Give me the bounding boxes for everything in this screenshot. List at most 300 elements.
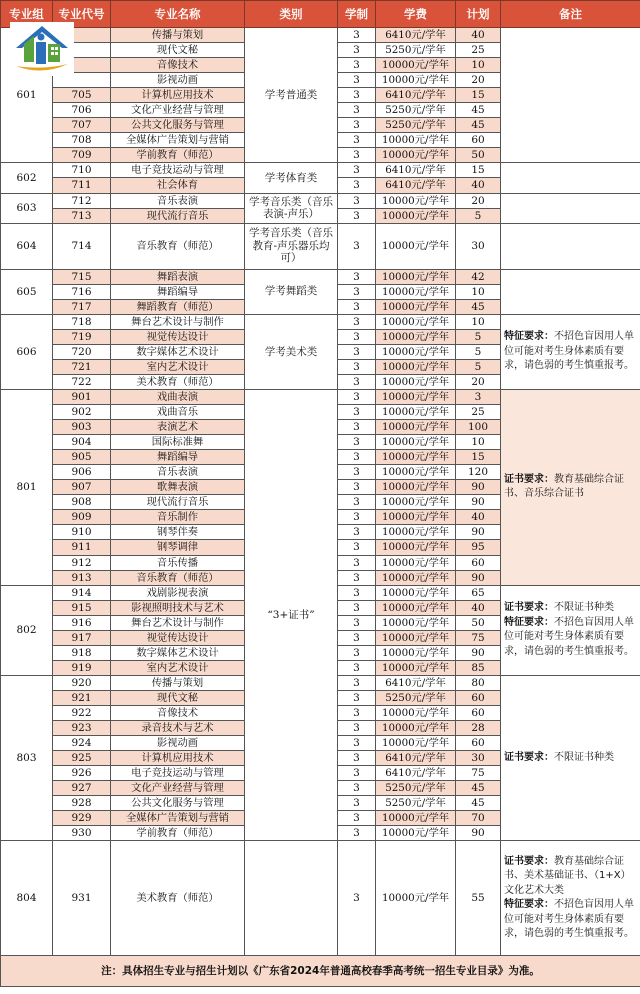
table-row	[1, 389, 640, 404]
tuition-cell: 6410元/学年	[376, 178, 456, 193]
major-name-cell: 舞台艺术设计与制作	[111, 615, 245, 630]
duration-cell: 3	[338, 133, 376, 148]
header-tuition: 学费	[376, 1, 456, 28]
major-name-cell: 社会体育	[111, 178, 245, 193]
remarks-text: 教育基础综合证书、音乐综合证书	[504, 473, 624, 500]
plan-cell: 75	[456, 766, 501, 781]
major-name-cell: 舞蹈编导	[111, 284, 245, 299]
major-code-cell: 930	[53, 826, 111, 841]
major-code-cell: 924	[53, 736, 111, 751]
tuition-cell: 10000元/学年	[376, 540, 456, 555]
plan-cell: 45	[456, 118, 501, 133]
duration-cell: 3	[338, 600, 376, 615]
major-name-cell: 室内艺术设计	[111, 359, 245, 374]
major-name-cell: 学前教育（师范）	[111, 826, 245, 841]
tuition-cell: 10000元/学年	[376, 480, 456, 495]
plan-cell: 15	[456, 450, 501, 465]
plan-cell: 10	[456, 284, 501, 299]
major-name-cell: 公共文化服务与管理	[111, 796, 245, 811]
plan-cell: 80	[456, 675, 501, 690]
remarks-text: 不限证书种类	[554, 751, 614, 763]
major-name-cell: 文化产业经营与管理	[111, 103, 245, 118]
major-name-cell: 美术教育（师范）	[111, 841, 245, 956]
duration-cell: 3	[338, 495, 376, 510]
tuition-cell: 10000元/学年	[376, 826, 456, 841]
duration-cell: 3	[338, 540, 376, 555]
group-code-cell: 601	[1, 28, 53, 163]
major-name-cell: 钢琴伴奏	[111, 525, 245, 540]
tuition-cell: 5250元/学年	[376, 690, 456, 705]
major-name-cell: 视觉传达设计	[111, 630, 245, 645]
table-row	[1, 841, 640, 956]
major-code-cell: 715	[53, 269, 111, 284]
remarks-cell	[501, 585, 640, 675]
major-name-cell: 音乐制作	[111, 510, 245, 525]
header-category: 类别	[245, 1, 338, 28]
major-name-cell: 现代文秘	[111, 43, 245, 58]
duration-cell: 3	[338, 118, 376, 133]
tuition-cell: 10000元/学年	[376, 736, 456, 751]
duration-cell: 3	[338, 570, 376, 585]
plan-cell: 55	[456, 841, 501, 956]
major-name-cell: 舞蹈表演	[111, 269, 245, 284]
major-code-cell: 903	[53, 420, 111, 435]
major-name-cell: 全媒体广告策划与营销	[111, 811, 245, 826]
tuition-cell: 10000元/学年	[376, 223, 456, 269]
table-body	[1, 28, 640, 987]
major-name-cell: 传播与策划	[111, 28, 245, 43]
major-code-cell: 920	[53, 675, 111, 690]
plan-cell: 45	[456, 299, 501, 314]
tuition-cell: 10000元/学年	[376, 811, 456, 826]
tuition-cell: 6410元/学年	[376, 28, 456, 43]
major-name-cell: 现代流行音乐	[111, 495, 245, 510]
major-code-cell: 722	[53, 374, 111, 389]
header-group: 专业组	[1, 1, 53, 28]
duration-cell: 3	[338, 208, 376, 223]
duration-cell: 3	[338, 480, 376, 495]
category-cell: 学考音乐类（音乐表演-声乐）	[245, 193, 338, 223]
remarks-text: 不招色盲因用人单位可能对考生身体素质有要求，请色弱的考生慎重报考。	[504, 616, 634, 657]
plan-cell: 5	[456, 359, 501, 374]
major-name-cell: 舞台艺术设计与制作	[111, 314, 245, 329]
plan-cell: 90	[456, 645, 501, 660]
plan-cell: 60	[456, 555, 501, 570]
remarks-cell	[501, 841, 640, 956]
duration-cell: 3	[338, 103, 376, 118]
duration-cell: 3	[338, 314, 376, 329]
duration-cell: 3	[338, 405, 376, 420]
duration-cell: 3	[338, 374, 376, 389]
plan-cell: 70	[456, 811, 501, 826]
plan-cell: 60	[456, 736, 501, 751]
duration-cell: 3	[338, 811, 376, 826]
major-code-cell: 720	[53, 344, 111, 359]
major-name-cell: 文化产业经营与管理	[111, 781, 245, 796]
plan-cell: 40	[456, 600, 501, 615]
major-code-cell: 928	[53, 796, 111, 811]
duration-cell: 3	[338, 555, 376, 570]
tuition-cell: 10000元/学年	[376, 435, 456, 450]
major-code-cell: 921	[53, 690, 111, 705]
tuition-cell: 10000元/学年	[376, 645, 456, 660]
tuition-cell: 10000元/学年	[376, 344, 456, 359]
tuition-cell: 6410元/学年	[376, 88, 456, 103]
remarks-text: 教育基础综合证书、美术基础证书、（1+X）文化艺术大类	[504, 855, 631, 896]
tuition-cell: 10000元/学年	[376, 58, 456, 73]
tuition-cell: 10000元/学年	[376, 660, 456, 675]
duration-cell: 3	[338, 389, 376, 404]
plan-cell: 90	[456, 525, 501, 540]
major-name-cell: 公共文化服务与管理	[111, 118, 245, 133]
plan-cell: 15	[456, 163, 501, 178]
table-row	[1, 314, 640, 329]
major-code-cell: 918	[53, 645, 111, 660]
duration-cell: 3	[338, 736, 376, 751]
group-code-cell: 602	[1, 163, 53, 193]
duration-cell: 3	[338, 690, 376, 705]
tuition-cell: 5250元/学年	[376, 781, 456, 796]
duration-cell: 3	[338, 615, 376, 630]
major-code-cell: 905	[53, 450, 111, 465]
major-code-cell: 929	[53, 811, 111, 826]
tuition-cell: 5250元/学年	[376, 103, 456, 118]
major-name-cell: 计算机应用技术	[111, 88, 245, 103]
plan-cell: 65	[456, 585, 501, 600]
remarks-text: 不招色盲因用人单位可能对考生身体素质有要求，请色弱的考生慎重报考。	[504, 331, 634, 372]
major-code-cell: 907	[53, 480, 111, 495]
major-code-cell: 917	[53, 630, 111, 645]
major-code-cell: 931	[53, 841, 111, 956]
plan-cell: 30	[456, 751, 501, 766]
duration-cell: 3	[338, 43, 376, 58]
plan-cell: 50	[456, 615, 501, 630]
plan-cell: 45	[456, 796, 501, 811]
major-name-cell: 美术教育（师范）	[111, 374, 245, 389]
duration-cell: 3	[338, 58, 376, 73]
category-cell: 学考美术类	[245, 314, 338, 389]
group-code-cell: 604	[1, 223, 53, 269]
table-row	[1, 269, 640, 284]
major-code-cell: 908	[53, 495, 111, 510]
plan-cell: 100	[456, 420, 501, 435]
duration-cell: 3	[338, 269, 376, 284]
tuition-cell: 6410元/学年	[376, 766, 456, 781]
major-name-cell: 戏曲音乐	[111, 405, 245, 420]
tuition-cell: 10000元/学年	[376, 600, 456, 615]
header-major-code: 专业代号	[53, 1, 111, 28]
major-code-cell: 902	[53, 405, 111, 420]
major-code-cell: 914	[53, 585, 111, 600]
remarks-text: 不招色盲因用人单位可能对考生身体素质有要求，请色弱的考生慎重报考。	[504, 899, 634, 940]
school-logo-icon	[10, 22, 74, 76]
major-code-cell: 707	[53, 118, 111, 133]
major-name-cell: 音像技术	[111, 705, 245, 720]
major-code-cell: 719	[53, 329, 111, 344]
tuition-cell: 10000元/学年	[376, 615, 456, 630]
major-code-cell: 909	[53, 510, 111, 525]
plan-cell: 90	[456, 570, 501, 585]
duration-cell: 3	[338, 420, 376, 435]
major-name-cell: 歌舞表演	[111, 480, 245, 495]
major-name-cell: 音像技术	[111, 58, 245, 73]
plan-cell: 90	[456, 495, 501, 510]
major-name-cell: 戏剧影视表演	[111, 585, 245, 600]
major-code-cell: 712	[53, 193, 111, 208]
major-code-cell: 717	[53, 299, 111, 314]
tuition-cell: 10000元/学年	[376, 193, 456, 208]
major-name-cell: 音乐表演	[111, 465, 245, 480]
duration-cell: 3	[338, 223, 376, 269]
major-code-cell: 912	[53, 555, 111, 570]
major-name-cell: 钢琴调律	[111, 540, 245, 555]
plan-cell: 10	[456, 435, 501, 450]
duration-cell: 3	[338, 751, 376, 766]
tuition-cell: 6410元/学年	[376, 675, 456, 690]
tuition-cell: 10000元/学年	[376, 329, 456, 344]
category-cell: 学考音乐类（音乐教育-声乐器乐均可）	[245, 223, 338, 269]
group-code-cell: 605	[1, 269, 53, 314]
tuition-cell: 10000元/学年	[376, 525, 456, 540]
major-code-cell: 710	[53, 163, 111, 178]
remarks-key: 证书要求：	[504, 855, 554, 867]
tuition-cell: 5250元/学年	[376, 118, 456, 133]
remarks-cell	[501, 675, 640, 841]
plan-cell: 75	[456, 630, 501, 645]
plan-cell: 20	[456, 374, 501, 389]
major-code-cell: 927	[53, 781, 111, 796]
remarks-text: 不限证书种类	[554, 602, 614, 614]
major-name-cell: 舞蹈编导	[111, 450, 245, 465]
plan-cell: 85	[456, 660, 501, 675]
remarks-cell	[501, 193, 640, 223]
plan-cell: 42	[456, 269, 501, 284]
major-name-cell: 舞蹈教育（师范）	[111, 299, 245, 314]
major-name-cell: 数字媒体艺术设计	[111, 645, 245, 660]
category-cell	[245, 841, 338, 956]
category-cell: 学考体育类	[245, 163, 338, 193]
duration-cell: 3	[338, 344, 376, 359]
tuition-cell: 10000元/学年	[376, 359, 456, 374]
plan-cell: 10	[456, 58, 501, 73]
major-code-cell: 911	[53, 540, 111, 555]
duration-cell: 3	[338, 299, 376, 314]
plan-cell: 45	[456, 103, 501, 118]
duration-cell: 3	[338, 73, 376, 88]
major-code-cell: 705	[53, 88, 111, 103]
remarks-cell	[501, 28, 640, 163]
major-code-cell: 709	[53, 148, 111, 163]
plan-cell: 10	[456, 314, 501, 329]
major-name-cell: 表演艺术	[111, 420, 245, 435]
remarks-key: 特征要求：	[504, 899, 554, 911]
tuition-cell: 10000元/学年	[376, 510, 456, 525]
duration-cell: 3	[338, 284, 376, 299]
duration-cell: 3	[338, 796, 376, 811]
duration-cell: 3	[338, 766, 376, 781]
duration-cell: 3	[338, 675, 376, 690]
plan-cell: 60	[456, 133, 501, 148]
tuition-cell: 10000元/学年	[376, 148, 456, 163]
major-name-cell: 全媒体广告策划与营销	[111, 133, 245, 148]
major-code-cell: 716	[53, 284, 111, 299]
table-row	[1, 193, 640, 208]
category-cell: 学考舞蹈类	[245, 269, 338, 314]
duration-cell: 3	[338, 178, 376, 193]
major-code-cell: 711	[53, 178, 111, 193]
duration-cell: 3	[338, 193, 376, 208]
major-code-cell: 904	[53, 435, 111, 450]
tuition-cell: 10000元/学年	[376, 389, 456, 404]
group-code-cell: 803	[1, 675, 53, 841]
table-row	[1, 28, 640, 43]
plan-cell: 20	[456, 193, 501, 208]
major-code-cell: 708	[53, 133, 111, 148]
footer-note: 注：具体招生专业与招生计划以《广东省2024年普通高校春季高考统一招生专业目录》为准。	[1, 956, 640, 987]
table-row	[1, 223, 640, 269]
duration-cell: 3	[338, 630, 376, 645]
remarks-cell	[501, 163, 640, 193]
plan-cell: 30	[456, 223, 501, 269]
header-plan: 计划	[456, 1, 501, 28]
duration-cell: 3	[338, 841, 376, 956]
plan-cell: 25	[456, 43, 501, 58]
duration-cell: 3	[338, 450, 376, 465]
plan-cell: 90	[456, 480, 501, 495]
major-name-cell: 影视动画	[111, 73, 245, 88]
tuition-cell: 10000元/学年	[376, 405, 456, 420]
plan-cell: 50	[456, 148, 501, 163]
major-name-cell: 电子竞技运动与管理	[111, 163, 245, 178]
category-cell: “3+证书”	[245, 389, 338, 840]
plan-cell: 45	[456, 781, 501, 796]
duration-cell: 3	[338, 28, 376, 43]
major-name-cell: 影视照明技术与艺术	[111, 600, 245, 615]
plan-cell: 120	[456, 465, 501, 480]
remarks-key: 特征要求：	[504, 616, 554, 628]
duration-cell: 3	[338, 721, 376, 736]
tuition-cell: 10000元/学年	[376, 585, 456, 600]
duration-cell: 3	[338, 359, 376, 374]
tuition-cell: 10000元/学年	[376, 269, 456, 284]
tuition-cell: 6410元/学年	[376, 751, 456, 766]
plan-cell: 40	[456, 178, 501, 193]
major-code-cell: 922	[53, 705, 111, 720]
remarks-cell	[501, 389, 640, 585]
tuition-cell: 10000元/学年	[376, 465, 456, 480]
header-major-name: 专业名称	[111, 1, 245, 28]
tuition-cell: 10000元/学年	[376, 705, 456, 720]
major-code-cell: 925	[53, 751, 111, 766]
major-code-cell: 916	[53, 615, 111, 630]
plan-cell: 60	[456, 690, 501, 705]
tuition-cell: 10000元/学年	[376, 73, 456, 88]
duration-cell: 3	[338, 329, 376, 344]
major-name-cell: 戏曲表演	[111, 389, 245, 404]
group-code-cell: 801	[1, 389, 53, 585]
duration-cell: 3	[338, 148, 376, 163]
header-row	[1, 1, 640, 28]
major-name-cell: 现代文秘	[111, 690, 245, 705]
major-code-cell: 919	[53, 660, 111, 675]
duration-cell: 3	[338, 525, 376, 540]
major-code-cell: 906	[53, 465, 111, 480]
major-name-cell: 传播与策划	[111, 675, 245, 690]
plan-cell: 40	[456, 510, 501, 525]
duration-cell: 3	[338, 163, 376, 178]
major-name-cell: 室内艺术设计	[111, 660, 245, 675]
tuition-cell: 10000元/学年	[376, 420, 456, 435]
remarks-cell	[501, 269, 640, 314]
major-code-cell: 901	[53, 389, 111, 404]
header-remarks: 备注	[501, 1, 640, 28]
plan-cell: 95	[456, 540, 501, 555]
duration-cell: 3	[338, 705, 376, 720]
remarks-cell	[501, 314, 640, 389]
plan-cell: 28	[456, 721, 501, 736]
remarks-key: 特征要求：	[504, 331, 554, 343]
major-code-cell: 718	[53, 314, 111, 329]
major-code-cell: 714	[53, 223, 111, 269]
group-code-cell: 606	[1, 314, 53, 389]
plan-cell: 25	[456, 405, 501, 420]
duration-cell: 3	[338, 465, 376, 480]
tuition-cell: 10000元/学年	[376, 374, 456, 389]
table-row	[1, 163, 640, 178]
major-name-cell: 数字媒体艺术设计	[111, 344, 245, 359]
major-code-cell: 913	[53, 570, 111, 585]
tuition-cell: 10000元/学年	[376, 299, 456, 314]
group-code-cell: 804	[1, 841, 53, 956]
group-code-cell: 802	[1, 585, 53, 675]
major-name-cell: 国际标准舞	[111, 435, 245, 450]
major-code-cell: 910	[53, 525, 111, 540]
header-duration: 学制	[338, 1, 376, 28]
duration-cell: 3	[338, 826, 376, 841]
duration-cell: 3	[338, 781, 376, 796]
tuition-cell: 5250元/学年	[376, 43, 456, 58]
major-name-cell: 电子竞技运动与管理	[111, 766, 245, 781]
major-name-cell: 音乐教育（师范）	[111, 223, 245, 269]
tuition-cell: 10000元/学年	[376, 555, 456, 570]
tuition-cell: 10000元/学年	[376, 450, 456, 465]
major-name-cell: 音乐传播	[111, 555, 245, 570]
remarks-key: 证书要求：	[504, 751, 554, 763]
plan-cell: 15	[456, 88, 501, 103]
duration-cell: 3	[338, 645, 376, 660]
major-name-cell: 音乐教育（师范）	[111, 570, 245, 585]
plan-cell: 5	[456, 208, 501, 223]
plan-cell: 3	[456, 389, 501, 404]
plan-cell: 60	[456, 705, 501, 720]
major-name-cell: 学前教育（师范）	[111, 148, 245, 163]
tuition-cell: 10000元/学年	[376, 314, 456, 329]
major-name-cell: 视觉传达设计	[111, 329, 245, 344]
remarks-cell	[501, 223, 640, 269]
major-name-cell: 录音技术与艺术	[111, 721, 245, 736]
duration-cell: 3	[338, 510, 376, 525]
tuition-cell: 10000元/学年	[376, 284, 456, 299]
category-cell: 学考普通类	[245, 28, 338, 163]
major-name-cell: 计算机应用技术	[111, 751, 245, 766]
major-code-cell: 706	[53, 103, 111, 118]
tuition-cell: 10000元/学年	[376, 721, 456, 736]
group-code-cell: 603	[1, 193, 53, 223]
remarks-key: 证书要求：	[504, 473, 554, 485]
remarks-key: 证书要求：	[504, 602, 554, 614]
plan-cell: 5	[456, 344, 501, 359]
tuition-cell: 10000元/学年	[376, 208, 456, 223]
